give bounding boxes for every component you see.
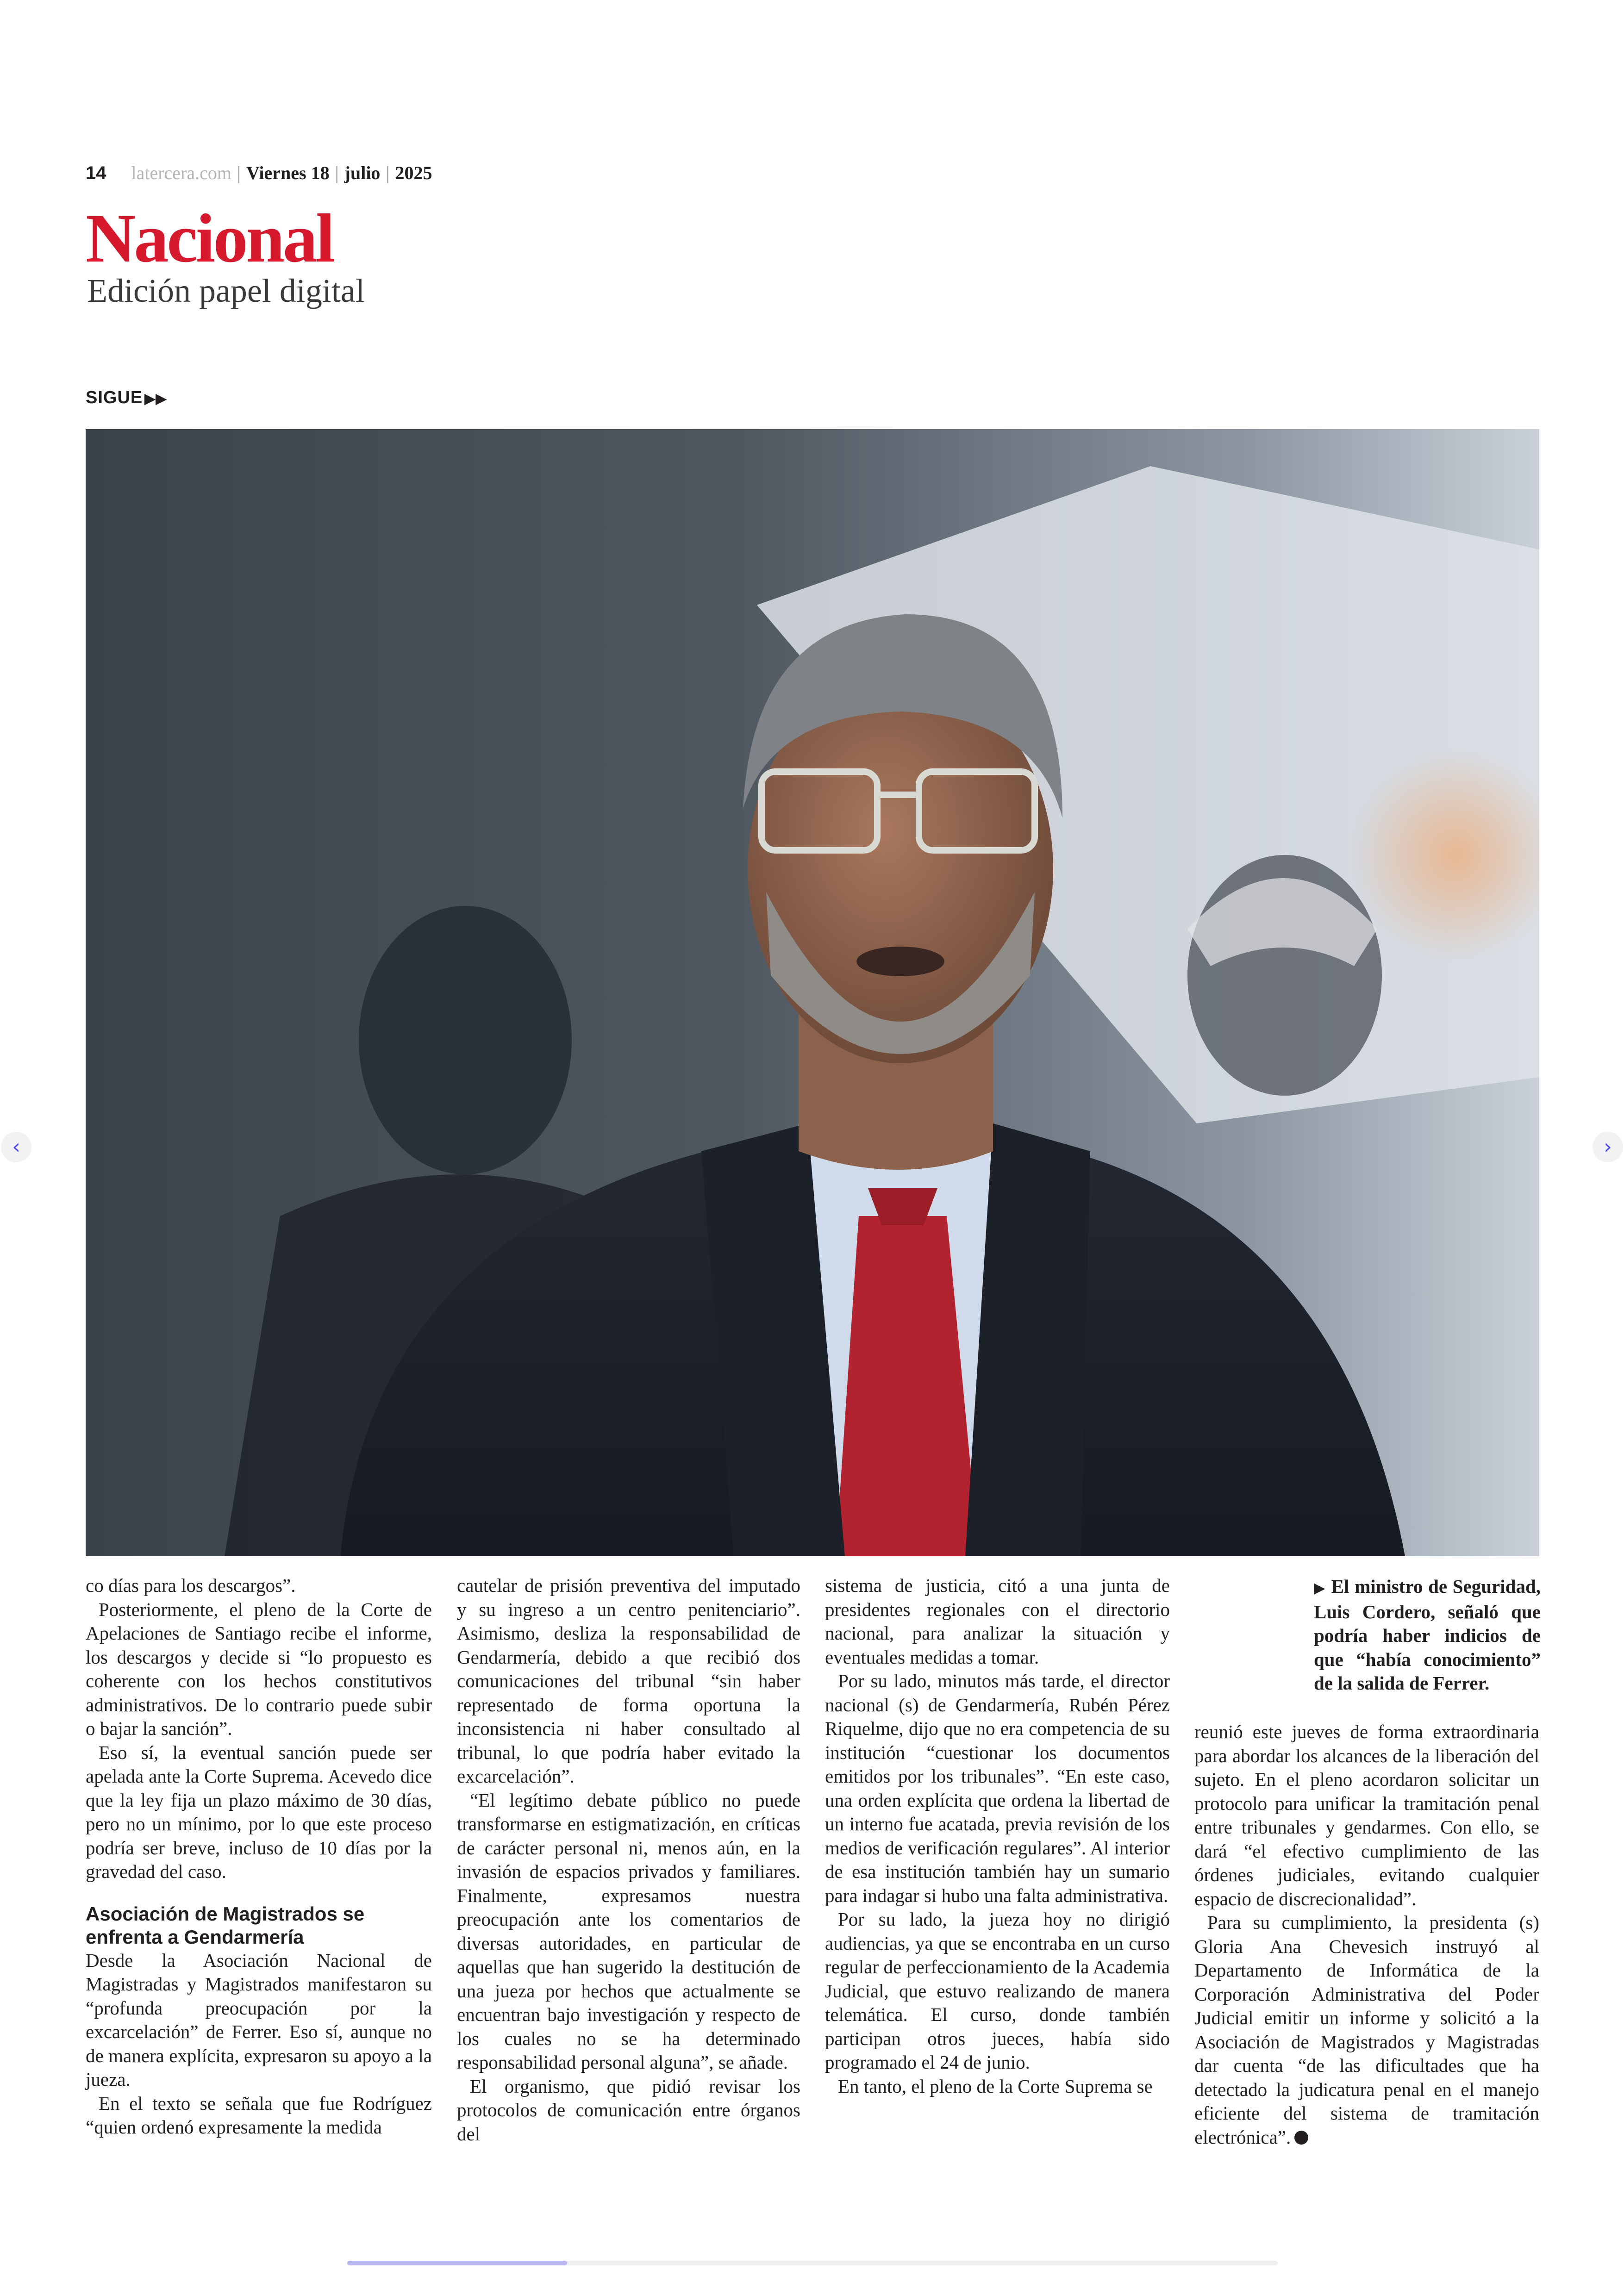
- article-photo: [86, 429, 1539, 1556]
- caption-arrow-icon: ▶: [1314, 1579, 1326, 1597]
- chevron-left-icon: ‹: [12, 1135, 20, 1159]
- paragraph: reunió este jueves de forma extraordinaria para abordar los alcances de la liberación del sujeto. En el pleno acordaron solicitar un protocolo para unificar la tramitación penal entre tribunales y gendarmes. Con ello, se dará “el efectivo cumplimiento de las órdenes judiciales, evitando cualquier espacio de discrecionalidad”.: [1194, 1721, 1539, 1909]
- paragraph-text: Para su cumplimiento, la presidenta (s) Gloria Ana Chevesich instruyó al Departamento de Informática de la Corporación Administrativa del Poder Judicial emitir un informe y solicitó a la Asociación de Magistrados y Magistradas dar cuenta “de las dificultades que ha detectado la judicatura penal en el manejo eficiente del sistema de tramitación electrónica”.: [1194, 1912, 1539, 2148]
- scrollbar-thumb[interactable]: [347, 2261, 567, 2265]
- site-name: latercera.com: [131, 162, 232, 183]
- paragraph: “El legítimo debate público no puede transformarse en estigmatización, en críticas de carácter personal ni, menos aún, en la invasión de espacios privados y familiares. Finalmente, expresamos nuestra preocupación ante los comentarios de diversas autoridades, en particular de aquellas que han sugerido la destitución de una jueza por hechos que actualmente se encuentran bajo investigación y respecto de los cuales no se ha determinado responsabilidad personal alguna”, se añade.: [457, 1789, 800, 2073]
- paragraph: Eso sí, la eventual sanción puede ser apelada ante la Corte Suprema. Acevedo dice que la ley fija un plazo máximo de 30 días, pero no un mínimo, por lo que este proceso podría ser breve, incluso de 10 días por la gravedad del caso.: [86, 1741, 432, 1882]
- caption-text: El ministro de Seguridad, Luis Cordero, señaló que podría haber indicios de que “había conocimiento” de la salida de Ferrer.: [1314, 1576, 1541, 1694]
- paragraph: co días para los descargos”.: [86, 1575, 296, 1596]
- chevron-right-icon: ›: [1604, 1135, 1612, 1159]
- paragraph: Por su lado, la jueza hoy no dirigió audiencias, ya que se encontraba en un curso regular de perfeccionamiento de la Academia Judicial, que estuvo realizando de manera telemática. El curso, donde también participan otros jueces, había sido programado el 24 de junio.: [825, 1908, 1170, 2073]
- continues-label: [86, 388, 167, 408]
- article-column-2: [457, 1574, 800, 2146]
- folio-year: 2025: [395, 162, 432, 183]
- folio-day: Viernes 18: [246, 162, 330, 183]
- section-subtitle: Edición papel digital: [87, 272, 365, 309]
- photo-illustration: [86, 429, 1539, 1556]
- continues-text: SIGUE: [86, 388, 143, 407]
- paragraph: [1194, 1911, 1539, 2149]
- page-number: 14: [86, 163, 106, 183]
- folio-separator: |: [237, 162, 241, 183]
- paragraph: Desde la Asociación Nacional de Magistradas y Magistrados manifestaron su “profunda preocupación por la excarcelación” de Ferrer. Eso sí, aunque no de manera explícita, expresaron su apoyo a la jueza.: [86, 1949, 432, 2090]
- paragraph: En tanto, el pleno de la Corte Suprema se: [838, 2075, 1153, 2097]
- folio-separator: |: [335, 162, 339, 183]
- page-folio: [86, 162, 432, 184]
- paragraph: cautelar de prisión preventiva del imputado y su ingreso a un centro penitenciario”. Asimismo, desliza la responsabilidad de Gendarmería, debido a que recibió dos comunicaciones del tribunal “sin haber representado de forma oportuna la inconsistencia ni haber consultado al tribunal, lo que podría haber evitado la excarcelación”.: [457, 1575, 800, 1787]
- article-column-3: [825, 1574, 1170, 2098]
- article-column-1: [86, 1574, 432, 2139]
- previous-page-button[interactable]: [1, 1132, 31, 1162]
- paragraph: sistema de justicia, citó a una junta de presidentes regionales con el directorio nacional, para analizar la situación y eventuales medidas a tomar.: [825, 1575, 1170, 1668]
- next-page-button[interactable]: [1593, 1132, 1623, 1162]
- article-subheading: Asociación de Magistrados se enfrenta a Gendarmería: [86, 1902, 365, 1948]
- paragraph: Por su lado, minutos más tarde, el director nacional (s) de Gendarmería, Rubén Pérez Riquelme, dijo que no era competencia de su institución “cuestionar los documentos emitidos por los tribunales”. “En este caso, una orden explícita que ordena la libertad de un interno fue acatada, previa revisión de los medios de verificación regulares”. Al interior de esa institución también hay un sumario para indagar si hubo una falta administrativa.: [825, 1670, 1170, 1906]
- horizontal-scrollbar[interactable]: [347, 2261, 1278, 2265]
- folio-month: julio: [344, 162, 381, 183]
- article-column-4: [1194, 1720, 1539, 2149]
- folio-separator: |: [386, 162, 390, 183]
- continues-arrows-icon: ▶▶: [144, 391, 167, 406]
- paragraph: El organismo, que pidió revisar los protocolos de comunicación entre órganos del: [457, 2075, 800, 2145]
- paragraph: En el texto se señala que fue Rodríguez “quien ordenó expresamente la medida: [86, 2092, 432, 2138]
- end-of-article-icon: [1294, 2131, 1308, 2145]
- paragraph: Posteriormente, el pleno de la Corte de Apelaciones de Santiago recibe el informe, los descargos y decide si “lo propuesto es coherente con los hechos constitutivos administrativos. De lo contrario puede subir o bajar la sanción”.: [86, 1598, 432, 1739]
- photo-caption: [1314, 1575, 1541, 1696]
- section-title: Nacional: [86, 200, 333, 277]
